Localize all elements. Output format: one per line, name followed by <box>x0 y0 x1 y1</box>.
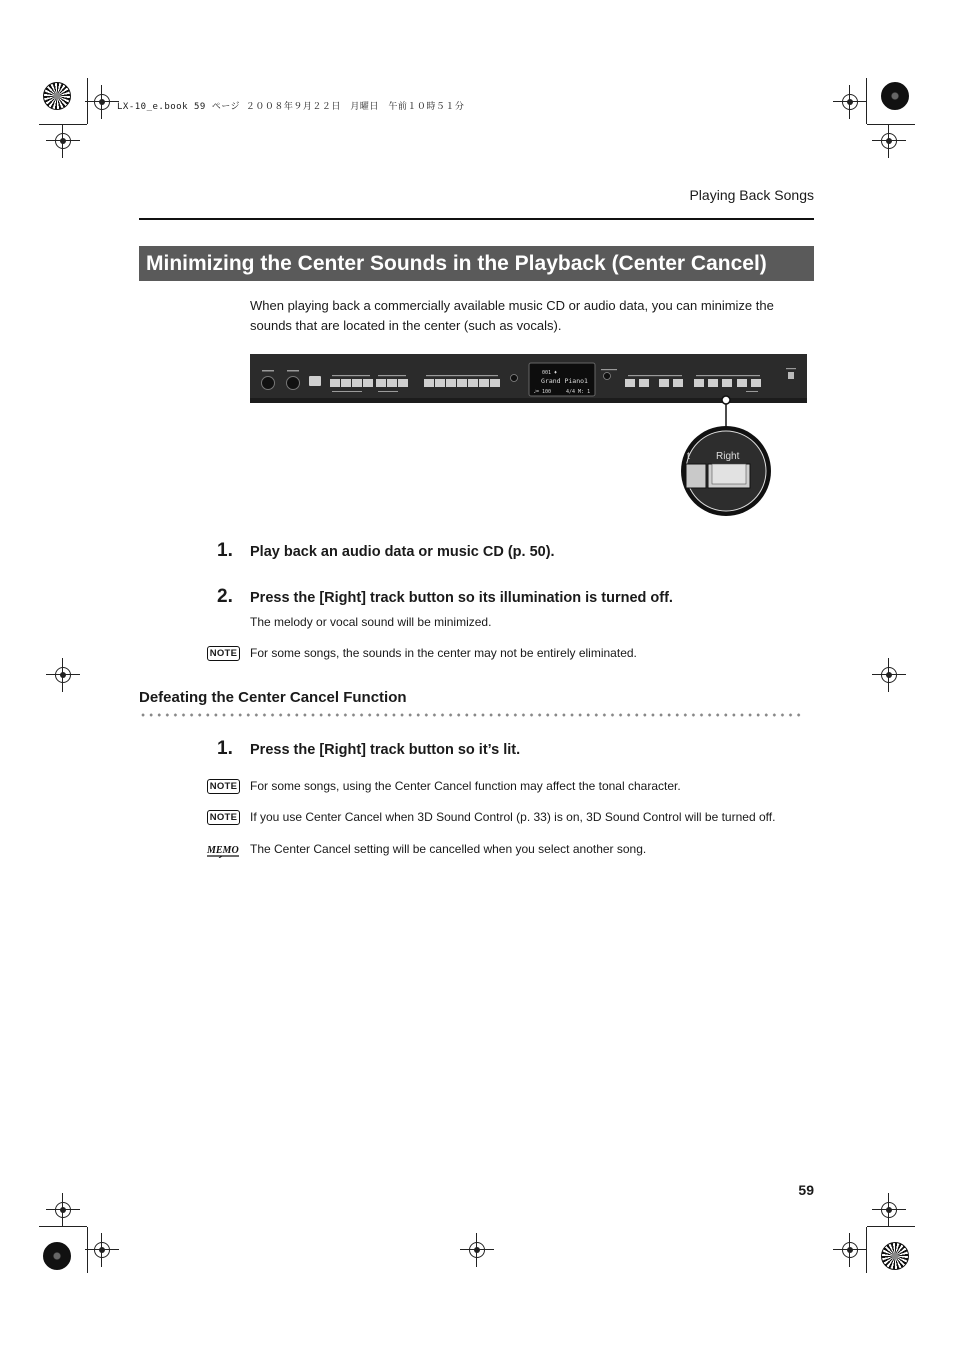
file-stamp: LX-10_e.book 59 ページ ２００８年９月２２日 月曜日 午前１０時５１分 <box>117 102 465 112</box>
step-number: 1. <box>217 738 233 759</box>
dotted-divider <box>139 713 804 717</box>
note-text: For some songs, the sounds in the center may not be entirely eliminated. <box>250 646 637 660</box>
crop-mark <box>39 124 87 125</box>
crosshair-icon <box>881 667 897 683</box>
crosshair-icon <box>881 133 897 149</box>
subsection-title: Defeating the Center Cancel Function <box>139 689 407 706</box>
display-beat: 4/4 M: 1 <box>566 389 591 395</box>
note-text: If you use Center Cancel when 3D Sound Control (p. 33) is on, 3D Sound Control will be turned off. <box>250 810 776 824</box>
crosshair-icon <box>881 1202 897 1218</box>
crop-mark <box>867 124 915 125</box>
registration-sun-icon <box>43 82 71 110</box>
crosshair-icon <box>55 667 71 683</box>
display-tempo: ♩= 100 <box>533 389 552 395</box>
crop-mark <box>866 1227 867 1273</box>
step-number: 1. <box>217 540 233 561</box>
crop-mark <box>87 78 88 124</box>
registration-sun-icon <box>881 82 909 110</box>
note-text: For some songs, using the Center Cancel function may affect the tonal character. <box>250 779 681 793</box>
note-badge: NOTE <box>207 646 240 661</box>
registration-sun-icon <box>881 1242 909 1270</box>
crop-mark <box>867 1226 915 1227</box>
crosshair-icon <box>842 94 858 110</box>
note-badge: NOTE <box>207 779 240 794</box>
step-text: Play back an audio data or music CD (p. 50). <box>250 544 555 560</box>
step-detail: The melody or vocal sound will be minimized. <box>250 615 492 629</box>
section-title: Minimizing the Center Sounds in the Playback (Center Cancel) <box>139 246 814 281</box>
running-header: Playing Back Songs <box>689 187 814 203</box>
step-text: Press the [Right] track button so its illumination is turned off. <box>250 590 673 606</box>
zoom-right-label: Right <box>716 451 740 462</box>
step-number: 2. <box>217 586 233 607</box>
crosshair-icon <box>469 1242 485 1258</box>
display-line2: Grand Piano1 <box>541 377 588 385</box>
memo-text: The Center Cancel setting will be cancelled when you select another song. <box>250 842 647 856</box>
memo-icon <box>206 841 240 858</box>
intro-paragraph: When playing back a commercially available music CD or audio data, you can minimize the sounds that are located in the center (such as vocals). <box>250 298 774 333</box>
crosshair-icon <box>94 94 110 110</box>
crop-mark <box>866 78 867 124</box>
crosshair-icon <box>55 1202 71 1218</box>
page-number: 59 <box>798 1182 814 1198</box>
display-line1: 001 ♦ <box>542 370 558 376</box>
step-text: Press the [Right] track button so it’s lit. <box>250 742 521 758</box>
crosshair-icon <box>94 1242 110 1258</box>
crop-mark <box>39 1226 87 1227</box>
right-button-callout <box>678 393 778 518</box>
memo-badge: MEMO <box>207 845 239 856</box>
crop-mark <box>87 1227 88 1273</box>
zoom-partial-label: t <box>687 451 690 462</box>
crosshair-icon <box>842 1242 858 1258</box>
registration-sun-icon <box>43 1242 71 1270</box>
crosshair-icon <box>55 133 71 149</box>
header-rule <box>139 218 814 220</box>
note-badge: NOTE <box>207 810 240 825</box>
